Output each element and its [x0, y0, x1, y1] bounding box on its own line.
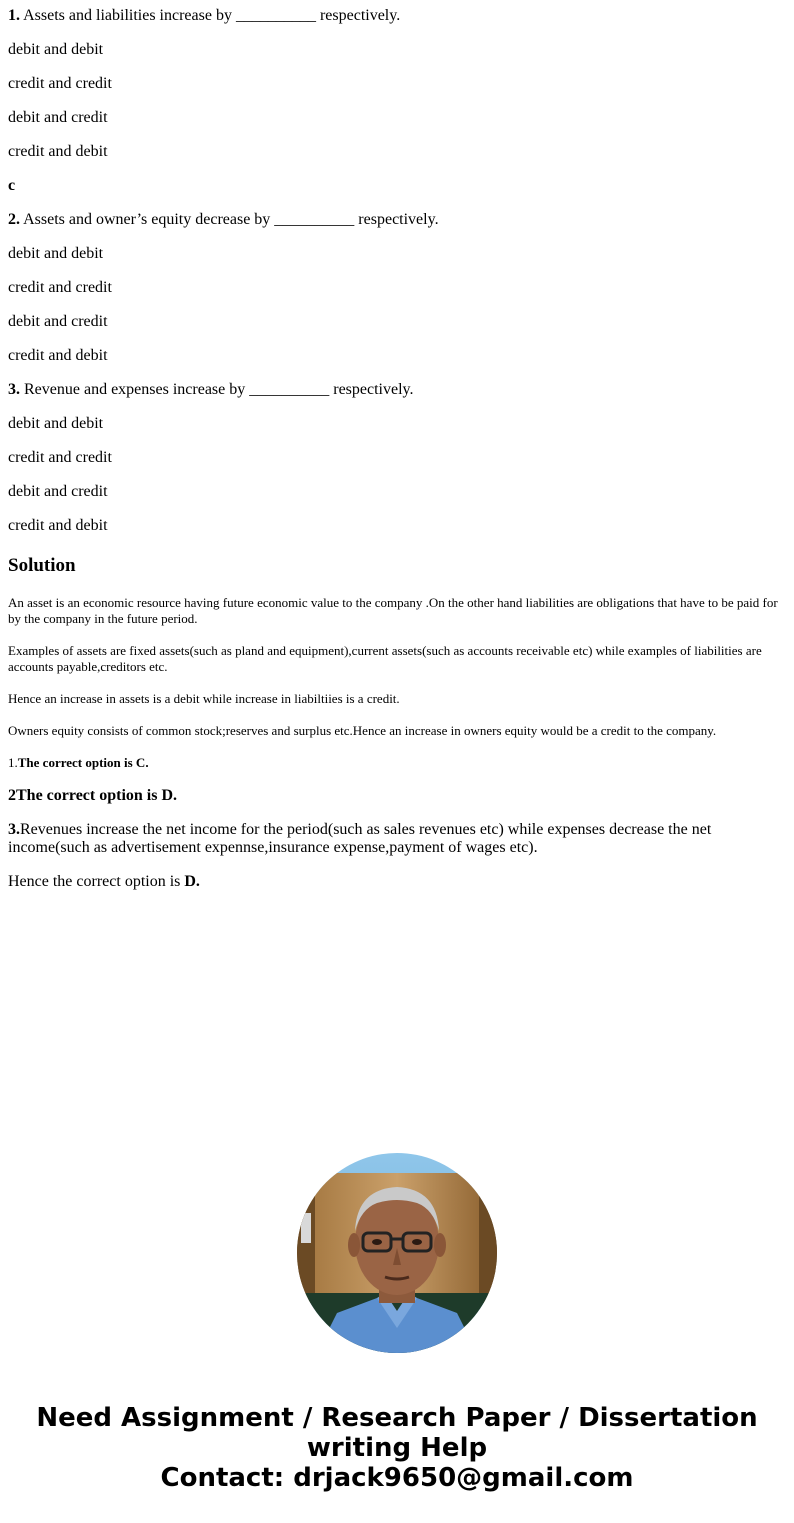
question-2 — [8, 211, 786, 229]
conclusion-text: Hence the correct option is — [8, 873, 185, 890]
answer-1 — [8, 755, 786, 771]
answer-2: 2The correct option is D. — [8, 787, 178, 804]
footer-contact: Contact: drjack9650@gmail.com — [160, 1463, 634, 1493]
option: debit and credit — [8, 313, 108, 330]
solution-paragraph: An asset is an economic resource having future economic value to the company .On the other hand liabilities are obligations that have to be paid for by the company in the future period. — [8, 595, 778, 626]
option: debit and debit — [8, 41, 104, 58]
solution-paragraph: Hence an increase in assets is a debit while increase in liabiltiies is a credit. — [8, 691, 400, 706]
answer-text: Revenues increase the net income for the period(such as sales revenues etc) while expenses decrease the net income(such as advertisement expennse,insurance expense,payment of wages etc). — [8, 821, 712, 856]
solution-paragraph: Examples of assets are fixed assets(such as pland and equipment),current assets(such as accounts receivable etc) while examples of liabilities are accounts payable,creditors etc. — [8, 643, 762, 674]
footer-line: writing Help — [306, 1433, 488, 1463]
question-3 — [8, 381, 786, 399]
solution-heading: Solution — [8, 555, 76, 576]
question-number: 2. — [8, 211, 20, 228]
option: credit and credit — [8, 449, 112, 466]
option: credit and debit — [8, 347, 108, 364]
option: debit and credit — [8, 483, 108, 500]
document-body — [8, 0, 786, 890]
option: debit and debit — [8, 245, 104, 262]
question-text: Assets and liabilities increase by __________ respectively. — [20, 7, 401, 24]
footer-banner — [0, 1403, 794, 1493]
answer-letter: c — [8, 177, 16, 194]
question-number: 3. — [8, 381, 20, 398]
solution-paragraph: Owners equity consists of common stock;reserves and surplus etc.Hence an increase in owners equity would be a credit to the company. — [8, 723, 717, 738]
conclusion-answer: D. — [184, 873, 200, 890]
option: credit and credit — [8, 279, 112, 296]
option: debit and credit — [8, 109, 108, 126]
question-text: Revenue and expenses increase by __________ respectively. — [20, 381, 414, 398]
answer-prefix: 3. — [8, 821, 20, 838]
footer-line: Need Assignment / Research Paper / Dissertation — [36, 1403, 758, 1433]
question-1 — [8, 7, 786, 25]
option: debit and debit — [8, 415, 104, 432]
option: credit and credit — [8, 75, 112, 92]
answer-3-conclusion — [8, 873, 786, 891]
portrait-image — [297, 1153, 497, 1353]
option: credit and debit — [8, 517, 108, 534]
option: credit and debit — [8, 143, 108, 160]
question-text: Assets and owner’s equity decrease by __________ respectively. — [20, 211, 439, 228]
question-number: 1. — [8, 7, 20, 24]
answer-prefix: 1. — [8, 755, 18, 770]
answer-3 — [8, 821, 786, 857]
author-portrait — [297, 1153, 497, 1353]
answer-text: The correct option is C. — [17, 755, 149, 770]
